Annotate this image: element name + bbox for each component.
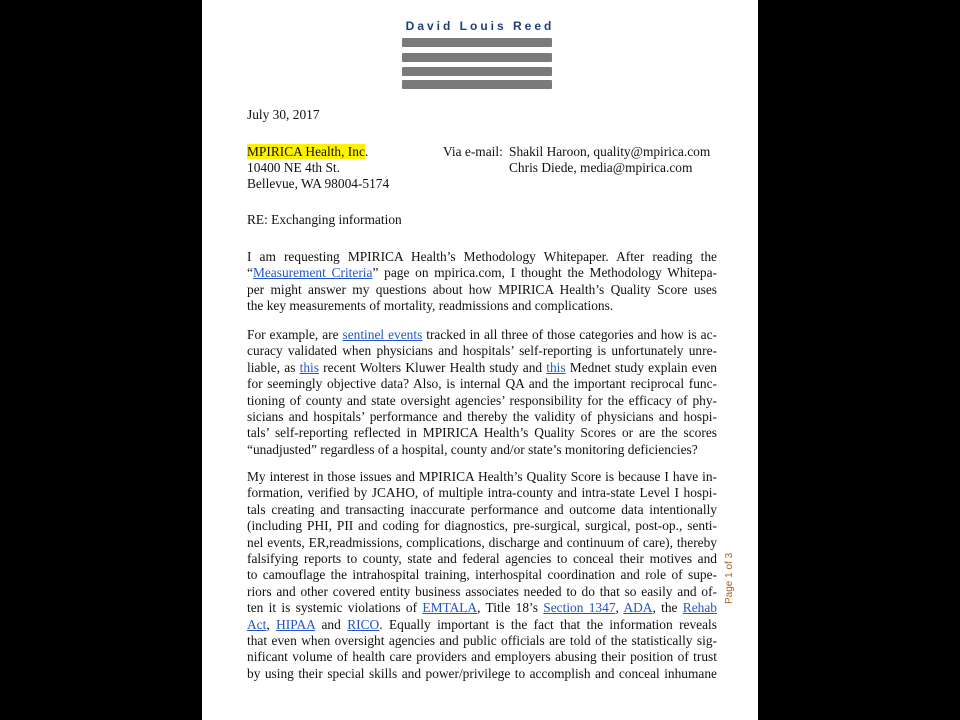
paragraph-line: (including PHI, PII and coding for diagnostics, pre-surgical, surgical, post-op., senti- [247, 518, 717, 534]
wolters-kluwer-study-link[interactable]: this [299, 359, 319, 375]
letter-date: July 30, 2017 [247, 107, 320, 122]
paragraph-2 [247, 327, 717, 458]
paragraph-line: tioning of county and state oversight agencies’ responsibility for the efficacy of phy- [247, 392, 717, 408]
text-run: , [266, 616, 277, 632]
paragraph-line: the key measurements of mortality, readmissions and complications. [247, 298, 614, 314]
redacted-address-line [402, 53, 552, 62]
paragraph-line: formation, verified by JCAHO, of multiple intra-county and intra-state Level I hospi- [247, 485, 717, 501]
hipaa-link[interactable]: HIPAA [276, 616, 316, 632]
redacted-address-line [402, 67, 552, 76]
mednet-study-link[interactable]: this [546, 359, 566, 375]
paragraph-line: per might answer my questions about how MPIRICA Health’s Quality Score uses [247, 281, 717, 297]
recipient-org-highlight: MPIRICA Health, Inc [247, 144, 365, 159]
text-run: and [315, 616, 348, 632]
text-run: ten it is systemic violations of [247, 600, 423, 616]
text-run: , Title 18’s [477, 600, 544, 616]
text-run: Mednet study explain even [565, 359, 717, 375]
paragraph-line: tals’ self-reporting reflected in MPIRICA Health’s Quality Scores or are the scores [247, 425, 717, 441]
text-run: tracked in all three of those categories and how is ac- [422, 327, 717, 342]
paragraph-line: riors and other covered entity business associates needed to do that so easily and of- [247, 583, 717, 599]
via-label: Via e-mail: [443, 144, 503, 159]
paragraph-line: tals creating and transacting inaccurate performance and outcome data intentionally [247, 501, 717, 517]
ada-link[interactable]: ADA [623, 600, 653, 616]
redacted-address-line [402, 80, 552, 89]
paragraph-line: I am requesting MPIRICA Health’s Methodology Whitepaper. After reading the [247, 249, 717, 264]
via-contact-1: Shakil Haroon, quality@mpirica.com [509, 144, 711, 159]
redacted-address-line [402, 38, 552, 47]
rehab-act-link[interactable]: Rehab [682, 600, 717, 616]
section-1347-link[interactable]: Section 1347 [543, 600, 616, 616]
recipient-org [247, 144, 368, 160]
recipient-street: 10400 NE 4th St. [247, 160, 340, 175]
paragraph-line: for seemingly objective data? Also, is internal QA and the important reciprocal func- [247, 376, 717, 392]
measurement-criteria-link[interactable]: Measurement Criteria [252, 265, 373, 281]
recipient-city: Bellevue, WA 98004-5174 [247, 176, 390, 191]
paragraph-line: My interest in those issues and MPIRICA Health’s Quality Score is because I have in- [247, 469, 717, 484]
sentinel-events-link[interactable]: sentinel events [342, 327, 423, 342]
paragraph-line: nificant volume of health care providers and employers abusing their position of trust [247, 649, 717, 665]
paragraph-line: to camouflage the intrahospital training, interhospital coordination and role of supe- [247, 567, 717, 583]
paragraph-line [247, 617, 717, 633]
paragraph-line [247, 265, 717, 281]
letterhead-name: David Louis Reed [405, 19, 555, 33]
paragraph-line: that even when oversight agencies and public officials are told of the statistically sig- [247, 633, 717, 649]
text-run: recent Wolters Kluwer Health study and [318, 359, 547, 375]
paragraph-line: falsifying reports to county, state and federal agencies to conceal their motives and [247, 551, 717, 567]
paragraph-line [247, 360, 717, 376]
text-run: “ [247, 265, 253, 281]
page-number-label: Page 1 of 3 [724, 552, 735, 604]
rehab-act-link-cont[interactable]: Act [247, 616, 267, 632]
recipient-org-suffix: . [364, 144, 369, 159]
text-run: ” page on mpirica.com, I thought the Methodology Whitepa- [372, 265, 718, 281]
text-run: liable, as [247, 359, 300, 375]
paragraph-line [247, 327, 717, 343]
page-number [724, 552, 758, 640]
letter-page [202, 0, 758, 720]
via-contact-2: Chris Diede, media@mpirica.com [509, 160, 693, 175]
paragraph-line: sicians and hospitals’ performance and thereby the validity of physicians and hospi- [247, 409, 717, 425]
text-run: , the [652, 600, 683, 616]
text-run: For example, are [247, 327, 343, 342]
paragraph-line: “unadjusted” regardless of a hospital, county and/or state’s monitoring deficiencies? [247, 441, 698, 457]
paragraph-line [247, 600, 717, 616]
rico-link[interactable]: RICO [347, 616, 380, 632]
text-run: , [615, 600, 624, 616]
emtala-link[interactable]: EMTALA [422, 600, 478, 616]
text-run: . Equally important is the fact that the information reveals [379, 616, 717, 632]
paragraph-line: nel events, ER,readmissions, complications, discharge and continuum of care), thereby [247, 534, 717, 550]
paragraph-line: by using their special skills and power/privilege to accomplish and conceal inhumane [247, 665, 717, 681]
re-line: RE: Exchanging information [247, 212, 402, 227]
paragraph-3 [247, 469, 717, 682]
paragraph-1 [247, 249, 717, 315]
paragraph-line: curacy validated when physicians and hospitals’ self-reporting is unfortunately unre- [247, 343, 717, 359]
